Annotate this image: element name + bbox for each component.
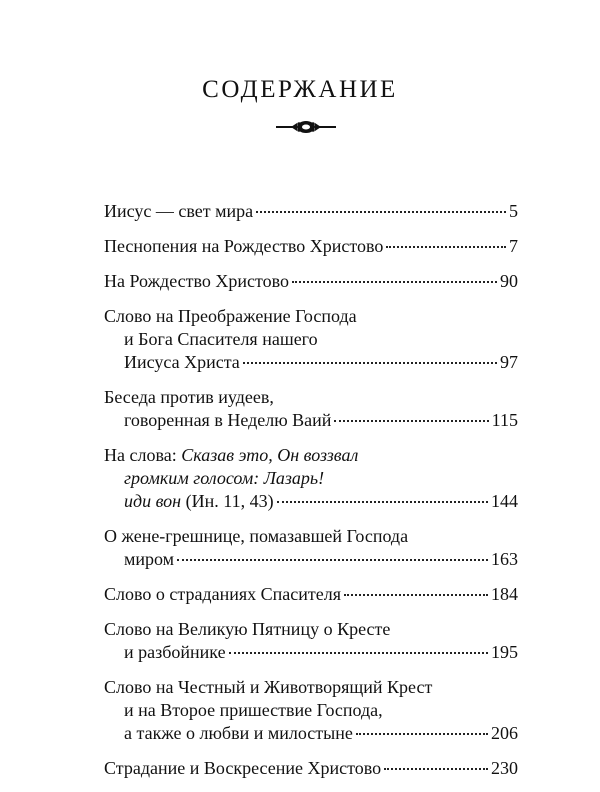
dot-leader <box>334 420 488 422</box>
toc-page-number: 90 <box>500 271 518 291</box>
toc-entry[interactable] <box>104 235 518 258</box>
table-of-contents <box>104 200 518 792</box>
toc-page-number: 7 <box>509 236 518 256</box>
toc-entry[interactable] <box>104 200 518 223</box>
page-title: СОДЕРЖАНИЕ <box>202 76 398 103</box>
toc-entry-quote: громким голосом: Лазарь! <box>124 468 325 488</box>
toc-entry[interactable] <box>104 583 518 606</box>
dot-leader <box>243 362 497 364</box>
toc-entry-title: О жене-грешнице, помазавшей Господа <box>104 526 409 546</box>
toc-entry[interactable] <box>104 386 518 432</box>
toc-entry-title-cont: миром <box>124 549 175 569</box>
dot-leader <box>344 594 488 596</box>
toc-page-number: 5 <box>509 201 518 221</box>
toc-entry-title: Слово на Великую Пятницу о Кресте <box>104 619 391 639</box>
toc-entry[interactable] <box>104 757 518 780</box>
toc-entry-quote: Сказав это, Он воззвал <box>181 445 359 465</box>
toc-page-number: 163 <box>491 549 518 569</box>
toc-page-number: 144 <box>491 491 518 511</box>
toc-entry-quote: иди вон <box>124 491 182 511</box>
dot-leader <box>256 211 506 213</box>
toc-page-number: 184 <box>491 584 518 604</box>
dot-leader <box>384 768 488 770</box>
decorative-divider-ornament-icon <box>275 120 337 134</box>
toc-entry-title: Слово о страданиях Спасителя <box>104 584 341 604</box>
toc-entry-title: Слово на Честный и Животворящий Крест <box>104 677 433 697</box>
toc-entry-title-cont: и на Второе пришествие Господа, <box>124 700 383 720</box>
dot-leader <box>177 559 488 561</box>
dot-leader <box>356 733 488 735</box>
toc-entry-title-cont: говоренная в Неделю Ваий <box>124 410 332 430</box>
dot-leader <box>292 281 497 283</box>
toc-entry[interactable] <box>104 525 518 571</box>
toc-entry[interactable] <box>104 444 518 513</box>
toc-entry[interactable] <box>104 618 518 664</box>
toc-entry-title-cont: и Бога Спасителя нашего <box>124 329 318 349</box>
toc-entry-title: Иисус — свет мира <box>104 201 254 221</box>
toc-page-number: 206 <box>491 723 518 743</box>
toc-entry-title: Страдание и Воскресение Христово <box>104 758 382 778</box>
toc-entry-title: Беседа против иудеев, <box>104 387 274 407</box>
toc-entry-title: Слово на Преображение Господа <box>104 306 357 326</box>
toc-page-number: 115 <box>491 410 518 430</box>
toc-page-number: 195 <box>491 642 518 662</box>
dot-leader <box>386 246 506 248</box>
toc-entry-title: Песнопения на Рождество Христово <box>104 236 384 256</box>
dot-leader <box>229 652 488 654</box>
toc-entry[interactable] <box>104 676 518 745</box>
toc-entry-title-cont: Иисуса Христа <box>124 352 240 372</box>
toc-page-number: 97 <box>500 352 518 372</box>
toc-entry-reference: (Ин. 11, 43) <box>181 491 274 511</box>
toc-entry-title: На слова: <box>104 445 182 465</box>
toc-entry-title-cont: а также о любви и милостыне <box>124 723 353 743</box>
toc-entry-title: На Рождество Христово <box>104 271 289 291</box>
dot-leader <box>277 501 488 503</box>
toc-entry[interactable] <box>104 270 518 293</box>
toc-entry[interactable] <box>104 305 518 374</box>
toc-page-number: 230 <box>491 758 518 778</box>
toc-entry-title-cont: и разбойнике <box>124 642 226 662</box>
